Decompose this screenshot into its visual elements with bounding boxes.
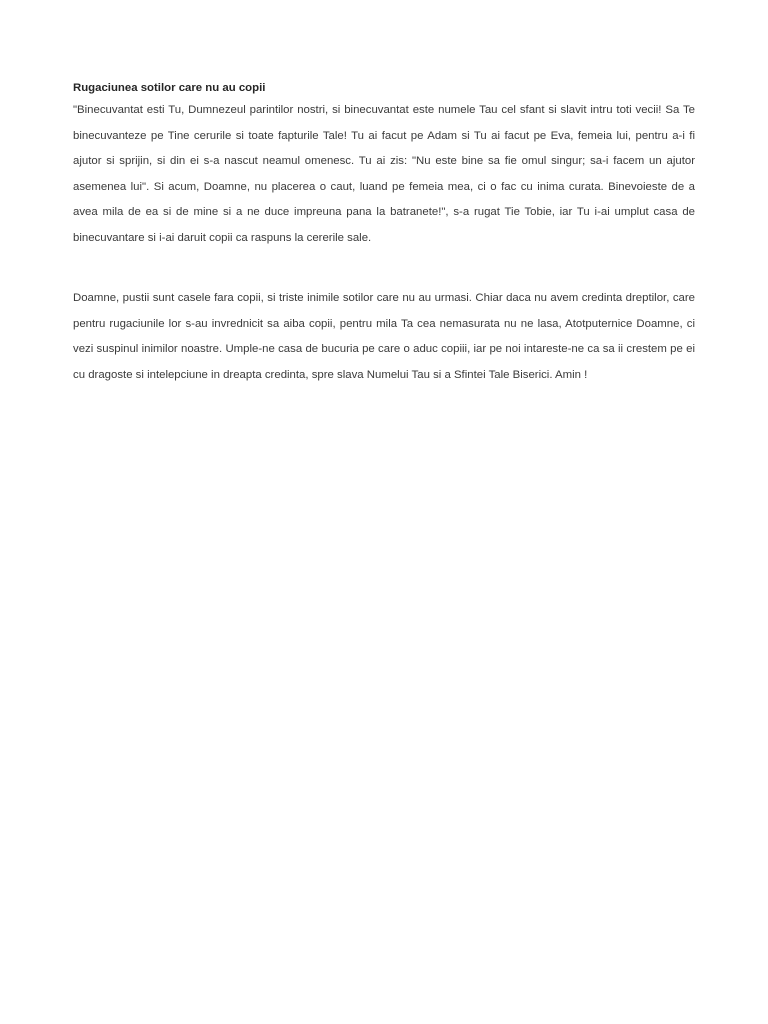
paragraph-2: Doamne, pustii sunt casele fara copii, si triste inimile sotilor care nu au urmasi. Chiar daca nu avem credinta dreptilor, care pentru rugaciunile lor s-au invrednicit sa aiba copii, pentru mila Ta cea nemasurata nu ne lasa, Atotputernice Doamne, ci vezi suspinul inimilor noastre. Umple-ne casa de bucuria pe care o aduc copiii, iar pe noi intareste-ne ca sa ii crestem pe ei cu dragoste si intelepciune in dreapta credinta, spre slava Numelui Tau si a Sfintei Tale Biserici. Amin ! [73,292,695,381]
title-block [73,80,695,96]
document-title: Rugaciunea sotilor care nu au copii [73,82,266,94]
paragraph-1: "Binecuvantat esti Tu, Dumnezeul parintilor nostri, si binecuvantat este numele Tau cel sfant si slavit intru toti vecii! Sa Te binecuvanteze pe Tine cerurile si toate fapturile Tale! Tu ai facut pe Adam si Tu ai facut pe Eva, femeia lui, pentru a-i fi ajutor si sprijin, si din ei s-a nascut neamul omenesc. Tu ai zis: "Nu este bine sa fie omul singur; sa-i facem un ajutor asemenea lui". Si acum, Doamne, nu placerea o caut, luand pe femeia mea, ci o fac cu inima curata. Binevoieste de a avea mila de ea si de mine si a ne duce impreuna pana la batranete!", s-a rugat Tie Tobie, iar Tu i-ai umplut casa de binecuvantare si i-ai daruit copii ca raspuns la cererile sale. [73,104,695,244]
